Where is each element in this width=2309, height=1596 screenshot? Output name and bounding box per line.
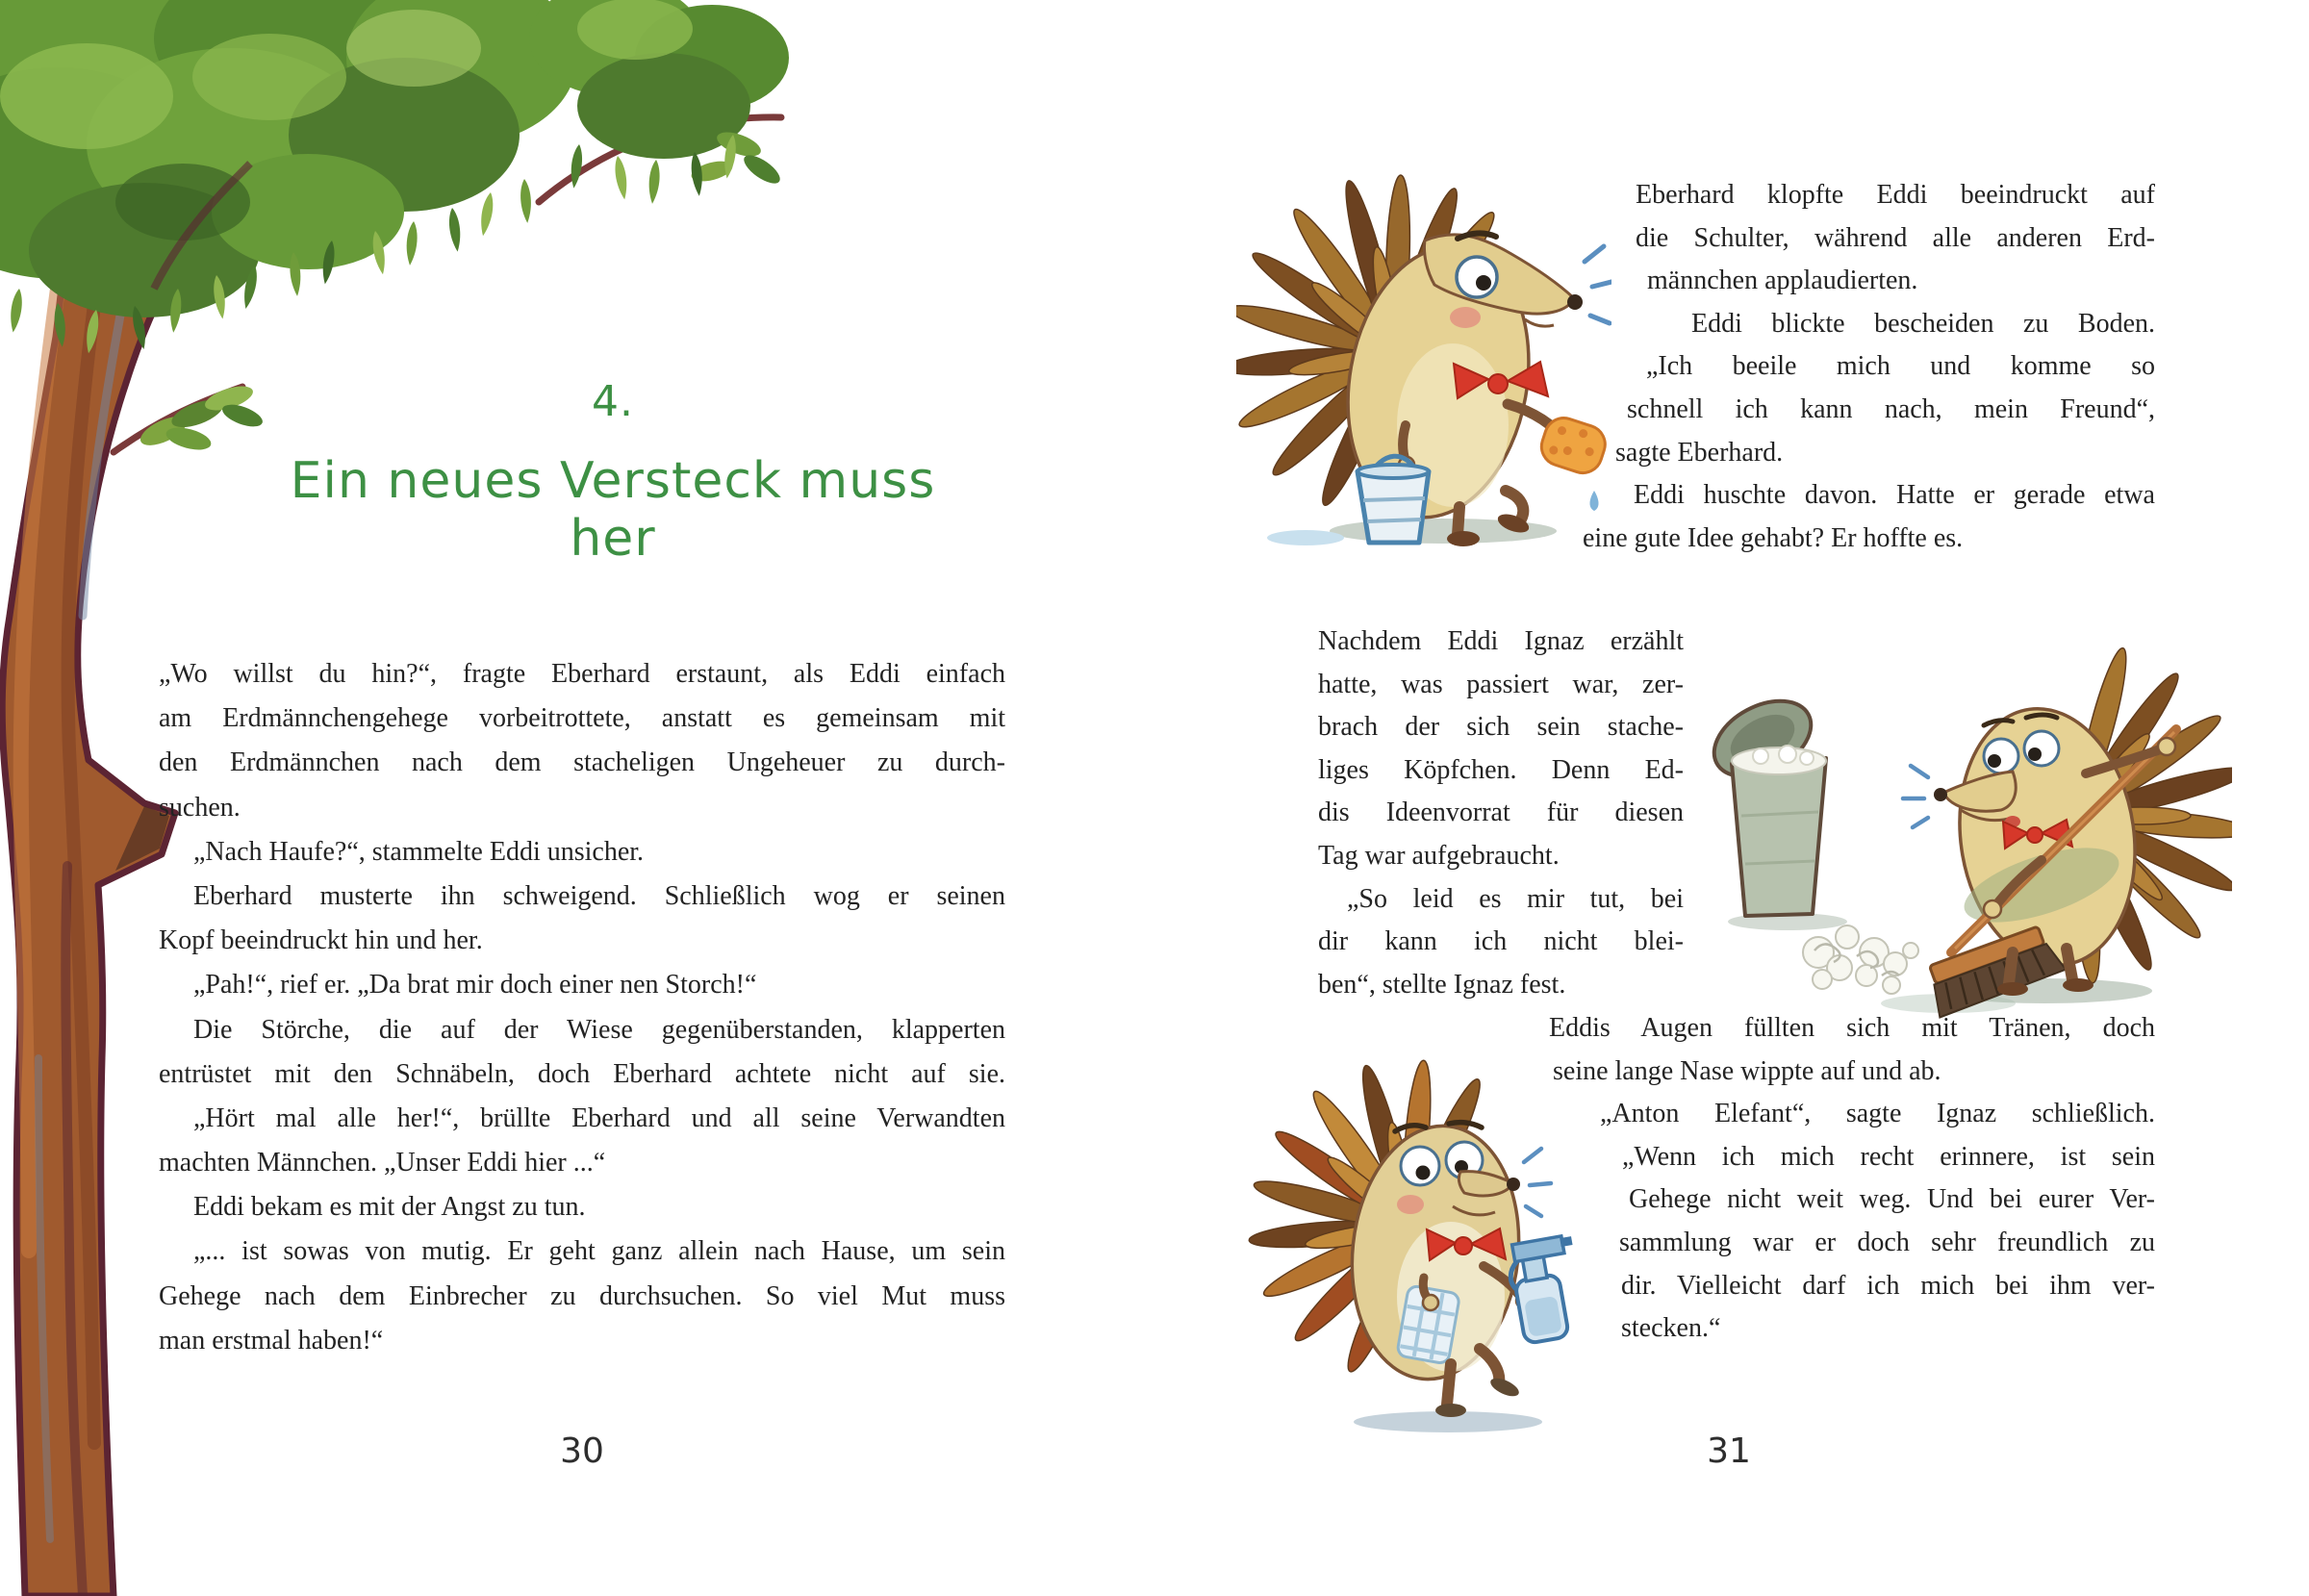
page-number-right: 31	[1707, 1431, 1751, 1471]
text-line: hatte, was passiert war, zer-	[1318, 669, 1684, 699]
text-line: Eberhard klopfte Eddi beeindruckt auf	[1636, 180, 2155, 210]
text-line: „So leid es mir tut, bei	[1347, 883, 1684, 914]
text-line: „Ich beeile mich und komme so	[1646, 351, 2155, 382]
text-line: suchen.	[159, 792, 241, 823]
text-line: Kopf beeindruckt hin und her.	[159, 925, 483, 956]
text-line: Eddi blickte bescheiden zu Boden.	[1691, 308, 2155, 339]
chapter-title: Ein neues Versteck muss her	[290, 452, 936, 568]
text-line: Eddi huschte davon. Hatte er gerade etwa	[1634, 480, 2155, 511]
text-line: seine lange Nase wippte auf und ab.	[1553, 1055, 1941, 1086]
trash-can	[1703, 686, 1826, 916]
text-line: sammlung war er doch sehr freundlich zu	[1619, 1227, 2155, 1257]
sniff-marks-icon	[1903, 766, 1928, 827]
text-line: entrüstet mit den Schnäbeln, doch Eberhard achtete nicht auf sie.	[159, 1058, 1005, 1089]
text-line: liges Köpfchen. Denn Ed-	[1318, 754, 1684, 785]
hedgehog-eye	[1401, 1147, 1439, 1185]
text-line: schnell ich kann nach, mein Freund“,	[1627, 393, 2155, 424]
tree-crown	[0, 0, 577, 317]
right-page-paragraph-bottom	[1549, 1007, 2155, 1351]
text-line: den Erdmännchen nach dem stacheligen Ungeheuer zu durch-	[159, 747, 1005, 778]
right-page-paragraph-middle	[1318, 621, 1684, 1006]
hedgehog-eye	[1984, 739, 2018, 773]
hedgehog-eye	[2024, 731, 2059, 766]
text-line: Eberhard musterte ihn schweigend. Schließlich wog er seinen	[193, 880, 1005, 911]
text-line: Eddis Augen füllten sich mit Tränen, doch	[1549, 1013, 2155, 1043]
text-line: die Schulter, während alle anderen Erd-	[1636, 222, 2155, 253]
text-line: „Anton Elefant“, sagte Ignaz schließlich.	[1600, 1099, 2155, 1129]
sniff-marks-icon	[1524, 1149, 1551, 1216]
tree-twig	[114, 381, 266, 453]
text-line: „Wo willst du hin?“, fragte Eberhard erstaunt, als Eddi einfach	[159, 659, 1005, 689]
right-page-paragraph-top	[1580, 174, 2155, 560]
text-line: „... ist sowas von mutig. Er geht ganz allein nach Hause, um sein	[193, 1236, 1005, 1267]
text-line: Die Störche, die auf der Wiese gegenüberstanden, klapperten	[193, 1014, 1005, 1045]
text-line: Nachdem Eddi Ignaz erzählt	[1318, 626, 1684, 656]
text-line: Gehege nach dem Einbrecher zu durchsuchen. So viel Mut muss	[159, 1280, 1005, 1311]
wood-shavings	[1803, 925, 1918, 994]
hedgehog-broom-illustration	[1703, 575, 2232, 1032]
hedgehog-bucket-illustration	[1236, 108, 1611, 550]
text-line: „Hört mal alle her!“, brüllte Eberhard und all seine Verwandten	[193, 1102, 1005, 1133]
text-line: „Nach Haufe?“, stammelte Eddi unsicher.	[193, 836, 645, 867]
left-page-body	[159, 652, 1005, 1363]
text-line: dis Ideenvorrat für diesen	[1318, 798, 1684, 828]
text-line: Gehege nicht weit weg. Und bei eurer Ver-	[1629, 1184, 2155, 1215]
text-line: Tag war aufgebraucht.	[1318, 840, 1560, 871]
text-line: machten Männchen. „Unser Eddi hier ...“	[159, 1148, 606, 1178]
hedgehog-nose	[1934, 788, 1947, 801]
text-line: dir. Vielleicht darf ich mich bei ihm ver-	[1621, 1270, 2155, 1301]
text-line: am Erdmännchengehege vorbeitrottete, anstatt es gemeinsam mit	[159, 703, 1005, 734]
text-line: dir kann ich nicht blei-	[1318, 926, 1684, 957]
text-line: männchen applaudierten.	[1647, 266, 1918, 296]
text-line: stecken.“	[1621, 1313, 1721, 1344]
page-number-left: 30	[560, 1431, 604, 1471]
text-line: sagte Eberhard.	[1615, 437, 1784, 468]
text-line: eine gute Idee gehabt? Er hoffte es.	[1583, 522, 1964, 553]
bucket	[1357, 456, 1429, 543]
text-line: „Pah!“, rief er. „Da brat mir doch einer nen Storch!“	[193, 970, 757, 1001]
hedgehog-nose	[1507, 1178, 1520, 1191]
text-line: brach der sich sein stache-	[1318, 712, 1684, 743]
hedgehog-eye	[1457, 257, 1497, 297]
text-line: Eddi bekam es mit der Angst zu tun.	[193, 1192, 586, 1223]
chapter-number: 4.	[592, 377, 634, 426]
text-line: „Wenn ich mich recht erinnere, ist sein	[1622, 1141, 2155, 1172]
hedgehog-snout	[1943, 772, 2016, 811]
text-line: man erstmal haben!“	[159, 1325, 384, 1355]
text-line: ben“, stellte Ignaz fest.	[1318, 969, 1566, 1000]
